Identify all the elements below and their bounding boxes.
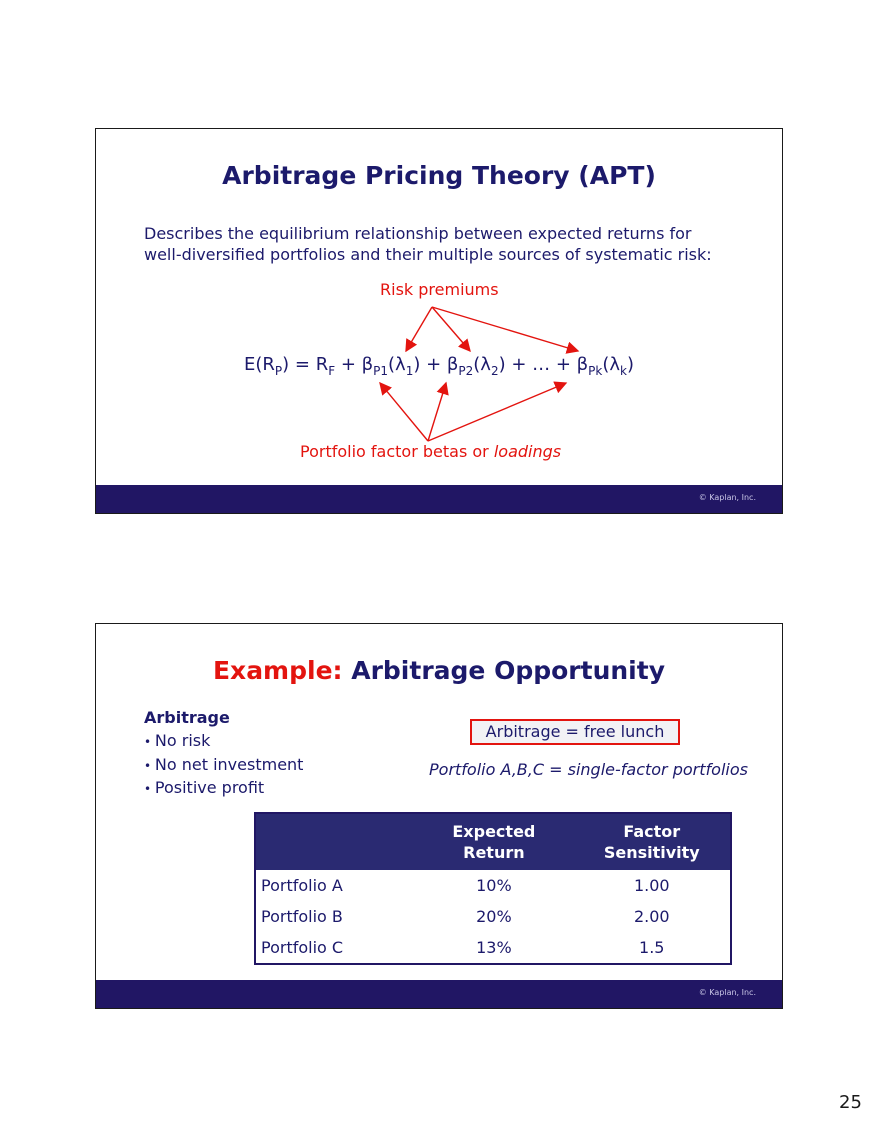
arbitrage-heading: Arbitrage [144,708,230,727]
table-cell: Portfolio B [261,907,343,926]
single-factor-note: Portfolio A,B,C = single-factor portfolios [429,760,748,779]
risk-premiums-text: Risk premiums [380,280,499,299]
title-rest: Arbitrage Opportunity [342,656,665,685]
description-line: well-diversified portfolios and their multiple sources of systematic risk: [144,245,712,264]
title-accent: Example: [212,656,343,685]
apt-equation: $E(R_P) = R_F + \beta_{P1}(\lambda_1) + \beta_{P2}(\lambda_2)$ + … + $\beta_{Pk}(\lambda_k)$ [244,354,635,378]
copyright-text: © Kaplan, Inc. [698,988,756,997]
table-cell: Portfolio A [261,876,343,895]
table-cell: 1.00 [633,876,670,895]
table-cell: 10% [476,876,512,895]
table-cell: Portfolio C [261,938,344,957]
arrow-risk-lambdak [432,307,578,351]
list-item: • No net investment [144,754,303,778]
arrow-risk-lambda2 [432,307,470,351]
arrow-risk-lambda1 [406,307,432,351]
slide-arbitrage-example [95,623,783,1009]
portfolio-table [254,812,732,965]
slide-footer [96,485,782,513]
table-cell: 20% [476,907,512,926]
list-item: • No risk [144,730,303,754]
table-header-row [255,813,731,870]
free-lunch-box: Arbitrage = free lunch [470,719,680,745]
arrow-loading-betak [428,383,566,441]
arrow-loading-beta1 [380,383,428,441]
list-item: • Positive profit [144,777,303,801]
table-header-empty [255,813,414,870]
table-cell: 2.00 [633,907,670,926]
slide-title [96,656,782,685]
arrow-loading-beta2 [428,383,446,441]
table-row [255,932,731,964]
factor-loadings-label: Portfolio factor betas or loadings [300,442,562,461]
table-header-expected-return: Expected Return [414,813,573,870]
table-cell: 13% [476,938,512,957]
table-header-factor-sensitivity: Factor Sensitivity [574,813,731,870]
copyright-text: © Kaplan, Inc. [698,493,756,502]
slide-footer [96,980,782,1008]
slide-title: Arbitrage Pricing Theory (APT) [222,161,656,190]
description-line: Describes the equilibrium relationship between expected returns for [144,224,692,243]
arbitrage-bullets [144,730,303,801]
table-row [255,901,731,932]
table-row [255,870,731,901]
page-number: 25 [839,1092,862,1113]
slide-apt [95,128,783,514]
table-cell: 1.5 [639,938,665,957]
